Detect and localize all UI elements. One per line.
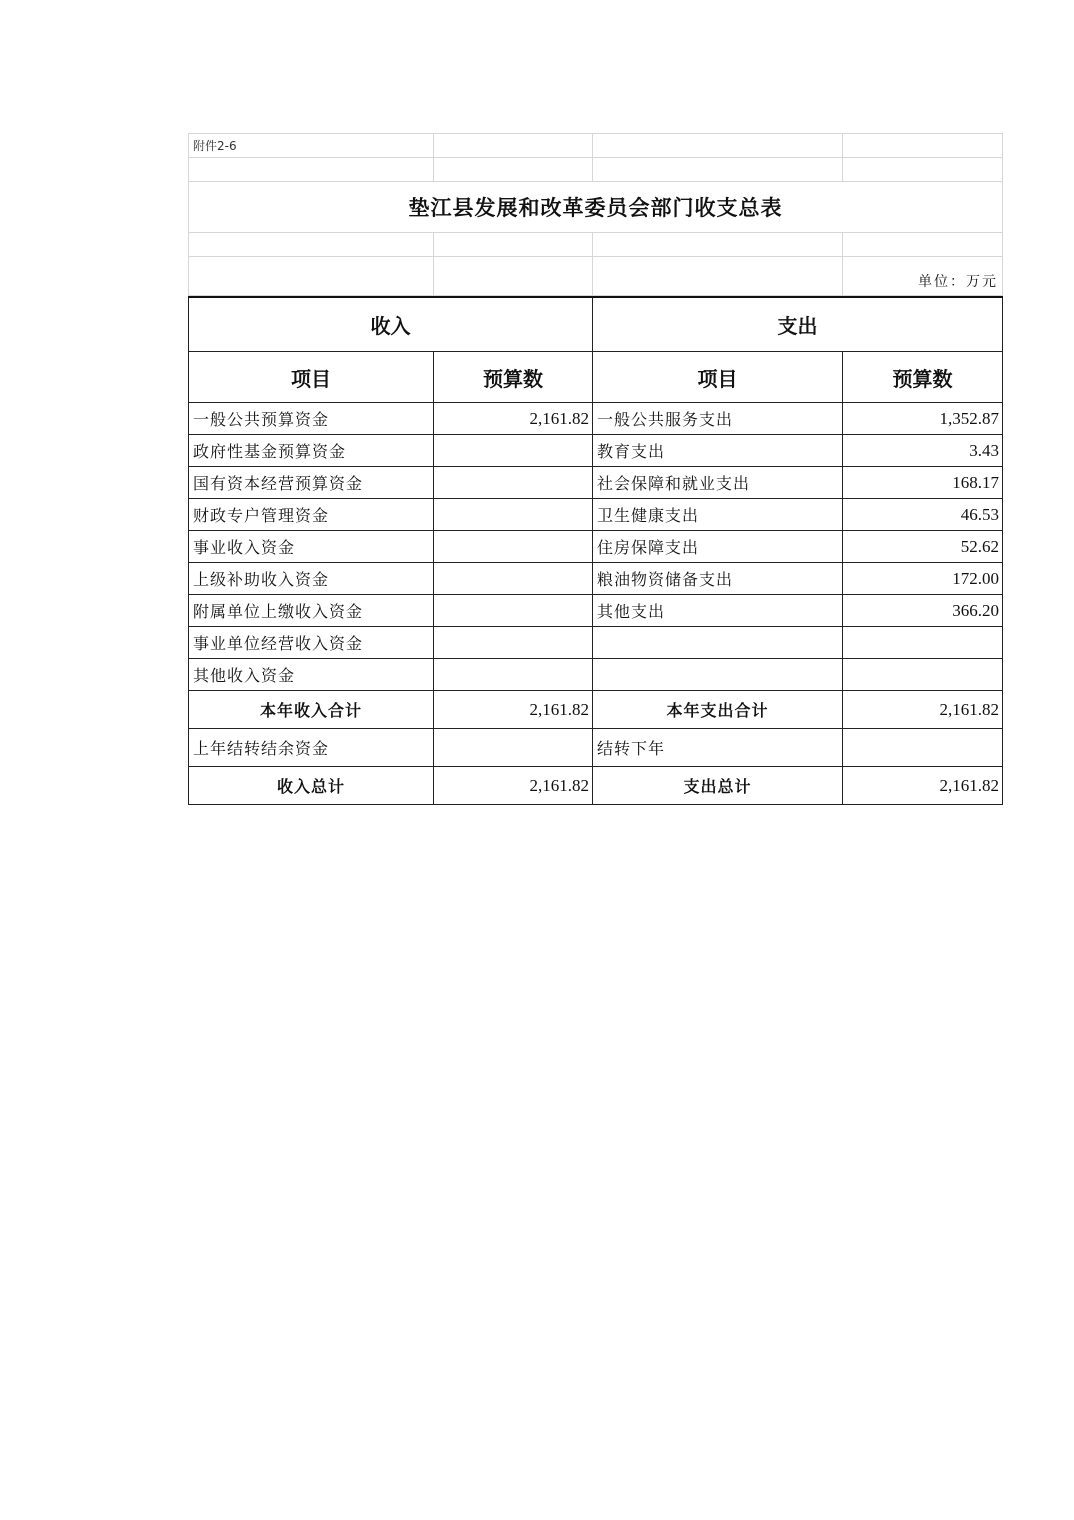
income-item: 其他收入资金 xyxy=(189,659,434,691)
expense-item: 卫生健康支出 xyxy=(593,499,843,531)
table-row xyxy=(189,659,1003,691)
unit-row xyxy=(189,257,1003,296)
expense-item: 教育支出 xyxy=(593,435,843,467)
income-value xyxy=(434,467,593,499)
income-value xyxy=(434,435,593,467)
expense-year-total-value: 2,161.82 xyxy=(843,691,1003,729)
spacer-row xyxy=(189,158,1003,182)
income-value xyxy=(434,595,593,627)
unit-label: 单位：万元 xyxy=(843,257,1003,296)
budget-sheet xyxy=(188,133,1002,805)
expense-value: 1,352.87 xyxy=(843,403,1003,435)
expense-grand-total-value: 2,161.82 xyxy=(843,767,1003,805)
year-total-row xyxy=(189,691,1003,729)
table-row xyxy=(189,435,1003,467)
income-item: 政府性基金预算资金 xyxy=(189,435,434,467)
expense-year-total-label: 本年支出合计 xyxy=(593,691,843,729)
annex-row xyxy=(189,134,1003,158)
annex-label: 附件2-6 xyxy=(189,134,434,158)
table-row xyxy=(189,595,1003,627)
income-item-header: 项目 xyxy=(189,352,434,403)
expense-item: 其他支出 xyxy=(593,595,843,627)
income-value xyxy=(434,531,593,563)
expense-item: 社会保障和就业支出 xyxy=(593,467,843,499)
income-value xyxy=(434,563,593,595)
income-item: 事业收入资金 xyxy=(189,531,434,563)
income-grand-total-label: 收入总计 xyxy=(189,767,434,805)
table-row xyxy=(189,467,1003,499)
income-year-total-value: 2,161.82 xyxy=(434,691,593,729)
expense-budget-header: 预算数 xyxy=(843,352,1003,403)
expense-item-header: 项目 xyxy=(593,352,843,403)
income-section-header: 收入 xyxy=(189,297,593,352)
expense-value xyxy=(843,659,1003,691)
expense-item: 粮油物资储备支出 xyxy=(593,563,843,595)
income-budget-header: 预算数 xyxy=(434,352,593,403)
income-item: 国有资本经营预算资金 xyxy=(189,467,434,499)
grand-total-row xyxy=(189,767,1003,805)
expense-value: 46.53 xyxy=(843,499,1003,531)
expense-item: 住房保障支出 xyxy=(593,531,843,563)
income-year-total-label: 本年收入合计 xyxy=(189,691,434,729)
income-carryover-value xyxy=(434,729,593,767)
expense-section-header: 支出 xyxy=(593,297,1003,352)
income-value: 2,161.82 xyxy=(434,403,593,435)
income-value xyxy=(434,659,593,691)
budget-table xyxy=(188,133,1003,296)
income-item: 一般公共预算资金 xyxy=(189,403,434,435)
income-item: 财政专户管理资金 xyxy=(189,499,434,531)
table-row xyxy=(189,531,1003,563)
table-row xyxy=(189,627,1003,659)
income-item: 上级补助收入资金 xyxy=(189,563,434,595)
table-row xyxy=(189,499,1003,531)
expense-item xyxy=(593,659,843,691)
expense-value: 52.62 xyxy=(843,531,1003,563)
expense-value: 168.17 xyxy=(843,467,1003,499)
spacer-row xyxy=(189,233,1003,257)
income-expense-table xyxy=(188,296,1003,805)
income-value xyxy=(434,627,593,659)
carryover-row xyxy=(189,729,1003,767)
income-value xyxy=(434,499,593,531)
column-header-row xyxy=(189,352,1003,403)
expense-value: 172.00 xyxy=(843,563,1003,595)
income-item: 事业单位经营收入资金 xyxy=(189,627,434,659)
expense-value xyxy=(843,627,1003,659)
table-row xyxy=(189,563,1003,595)
income-grand-total-value: 2,161.82 xyxy=(434,767,593,805)
expense-item xyxy=(593,627,843,659)
expense-carryover-label: 结转下年 xyxy=(593,729,843,767)
title-row xyxy=(189,182,1003,233)
expense-carryover-value xyxy=(843,729,1003,767)
expense-grand-total-label: 支出总计 xyxy=(593,767,843,805)
expense-item: 一般公共服务支出 xyxy=(593,403,843,435)
income-item: 附属单位上缴收入资金 xyxy=(189,595,434,627)
income-carryover-label: 上年结转结余资金 xyxy=(189,729,434,767)
section-header-row xyxy=(189,297,1003,352)
table-title: 垫江县发展和改革委员会部门收支总表 xyxy=(189,182,1003,233)
expense-value: 366.20 xyxy=(843,595,1003,627)
table-row xyxy=(189,403,1003,435)
expense-value: 3.43 xyxy=(843,435,1003,467)
